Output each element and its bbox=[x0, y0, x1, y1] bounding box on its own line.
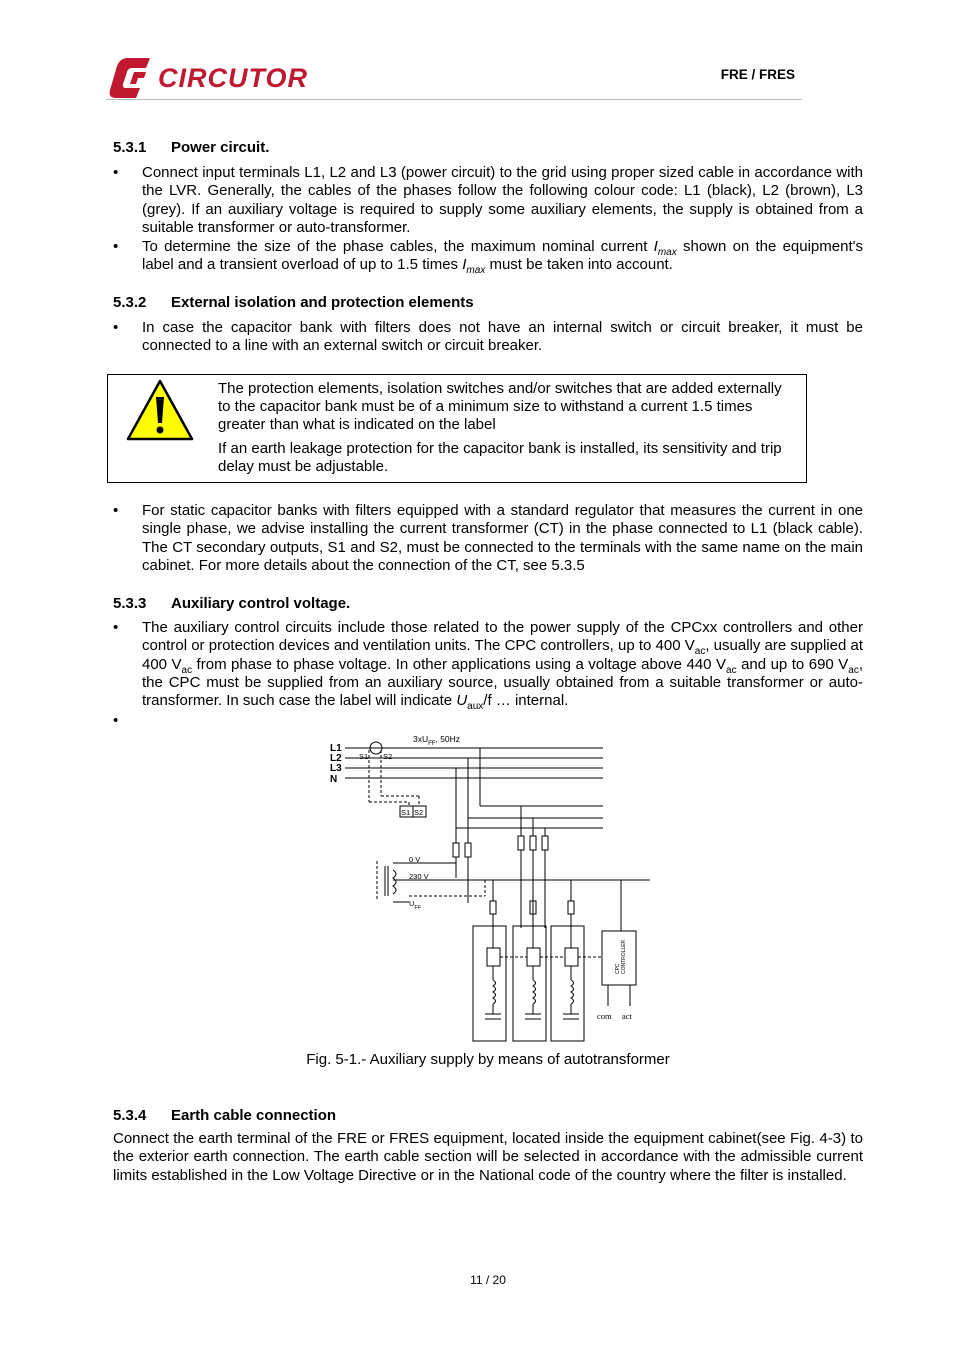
bullet-text: For static capacitor banks with filters equipped with a standard regulator that measures the current in one single phase, we advise installing the current transformer (CT) in the phase connected to L1 (black cable). The CT secondary outputs, S1 and S2, must be connected to the terminals with the same name on the main cabinet. For more details about the connection of the CT, see 5.3.5 bbox=[142, 502, 863, 574]
bullet-text: In case the capacitor bank with filters does not have an internal switch or circuit breaker, it must be connected to a line with an external switch or circuit breaker. bbox=[142, 319, 863, 355]
page-number: 11 / 20 bbox=[470, 1273, 506, 1287]
bullet-icon: • bbox=[113, 319, 119, 336]
controller-label: CPC bbox=[615, 963, 621, 974]
warning-icon bbox=[126, 379, 194, 441]
section-number: 5.3.3 bbox=[113, 595, 147, 612]
header-divider bbox=[106, 99, 802, 100]
svg-text:CIRCUTOR: CIRCUTOR bbox=[158, 63, 309, 93]
section-532-heading bbox=[113, 294, 474, 311]
line-label: L3 bbox=[330, 763, 342, 774]
tap-230v-label: 230 V bbox=[409, 872, 429, 881]
bullet-icon: • bbox=[113, 164, 119, 181]
controller-label: CONTROLLER bbox=[621, 939, 627, 974]
section-number: 5.3.2 bbox=[113, 294, 147, 311]
section-number: 5.3.4 bbox=[113, 1107, 147, 1124]
section-title: Power circuit. bbox=[171, 139, 270, 156]
wiring-diagram bbox=[325, 728, 655, 1048]
ct-s2-label: S2 bbox=[383, 752, 393, 761]
warning-paragraph: If an earth leakage protection for the capacitor bank is installed, its sensitivity and trip delay must be adjustable. bbox=[218, 440, 782, 475]
terminal-s2-label: S2 bbox=[414, 808, 424, 817]
bullet-text: To determine the size of the phase cables, the maximum nominal current $I_{max}$ shown on the equipment's label and a transient overload of up to 1.5 times $I_{max}$ must be taken into account. bbox=[142, 238, 863, 277]
bullet-icon: • bbox=[113, 712, 119, 729]
com-label: com bbox=[597, 1011, 612, 1021]
section-534-paragraph: Connect the earth terminal of the FRE or FRES equipment, located inside the equipment cabinet(see Fig. 4-3) to the exterior earth connection. The earth cable section will be selected in accordance with the admissible current limits established in the Low Voltage Directive or in the National code of the country where the filter is installed. bbox=[113, 1130, 863, 1184]
uff-label: $U_{FF}$ bbox=[409, 899, 422, 911]
warning-paragraph: The protection elements, isolation switches and/or switches that are added externally to the capacitor bank must be of a minimum size to withstand a current 1.5 times greater than what is indicated on the label bbox=[218, 380, 782, 433]
section-534-heading bbox=[113, 1107, 336, 1124]
bullet-text: Connect input terminals L1, L2 and L3 (power circuit) to the grid using proper sized cable in accordance with the LVR. Generally, the cables of the phases follow the following colour code: L1 (black), L2 (brown), L3 (grey). If an auxiliary voltage is required to supply some auxiliary elements, the supply is obtained from a suitable transformer or auto-transformer. bbox=[142, 164, 863, 236]
circutor-logo bbox=[106, 54, 346, 100]
bullet-icon: • bbox=[113, 238, 119, 255]
bullet-icon: • bbox=[113, 502, 119, 519]
bullet-item bbox=[113, 238, 863, 275]
supply-label: $3xU_{FF}$, 50Hz bbox=[413, 734, 461, 747]
section-title: Auxiliary control voltage. bbox=[171, 595, 351, 612]
terminal-s1-label: S1 bbox=[401, 808, 411, 817]
line-label: L2 bbox=[330, 753, 342, 764]
tap-0v-label: 0 V bbox=[409, 855, 421, 864]
bullet-item bbox=[113, 319, 863, 356]
line-label: L1 bbox=[330, 743, 342, 754]
document-reference: FRE / FRES bbox=[720, 67, 795, 82]
section-number: 5.3.1 bbox=[113, 139, 147, 156]
bullet-item bbox=[113, 619, 863, 713]
section-531-heading bbox=[113, 139, 269, 156]
section-title: Earth cable connection bbox=[171, 1107, 337, 1124]
bullet-item bbox=[113, 502, 863, 575]
warning-box bbox=[107, 374, 807, 483]
ct-s1-label: S1 bbox=[359, 752, 369, 761]
act-label: act bbox=[622, 1011, 632, 1021]
bullet-icon: • bbox=[113, 619, 119, 636]
section-533-heading bbox=[113, 595, 350, 612]
bullet-item bbox=[113, 164, 863, 237]
bullet-text: The auxiliary control circuits include those related to the power supply of the CPCxx controllers and other control or protection devices and ventilation units. The CPC controllers, up to 400 $V_{ac}$, usually are supplied at 400 $V_{ac}$ from phase to phase voltage. In other applications using a voltage above 440 $V_{ac}$ and up to 690 $V_{ac}$, the CPC must be supplied from an auxiliary source, usually obtained from a suitable transformer or auto-transformer. In such case the label will indicate $U_{aux}/f$ … internal. bbox=[142, 619, 863, 713]
section-title: External isolation and protection elements bbox=[171, 294, 474, 311]
warning-text bbox=[218, 380, 798, 482]
line-label: N bbox=[330, 774, 338, 785]
figure-caption: Fig. 5-1.- Auxiliary supply by means of autotransformer bbox=[306, 1051, 670, 1068]
